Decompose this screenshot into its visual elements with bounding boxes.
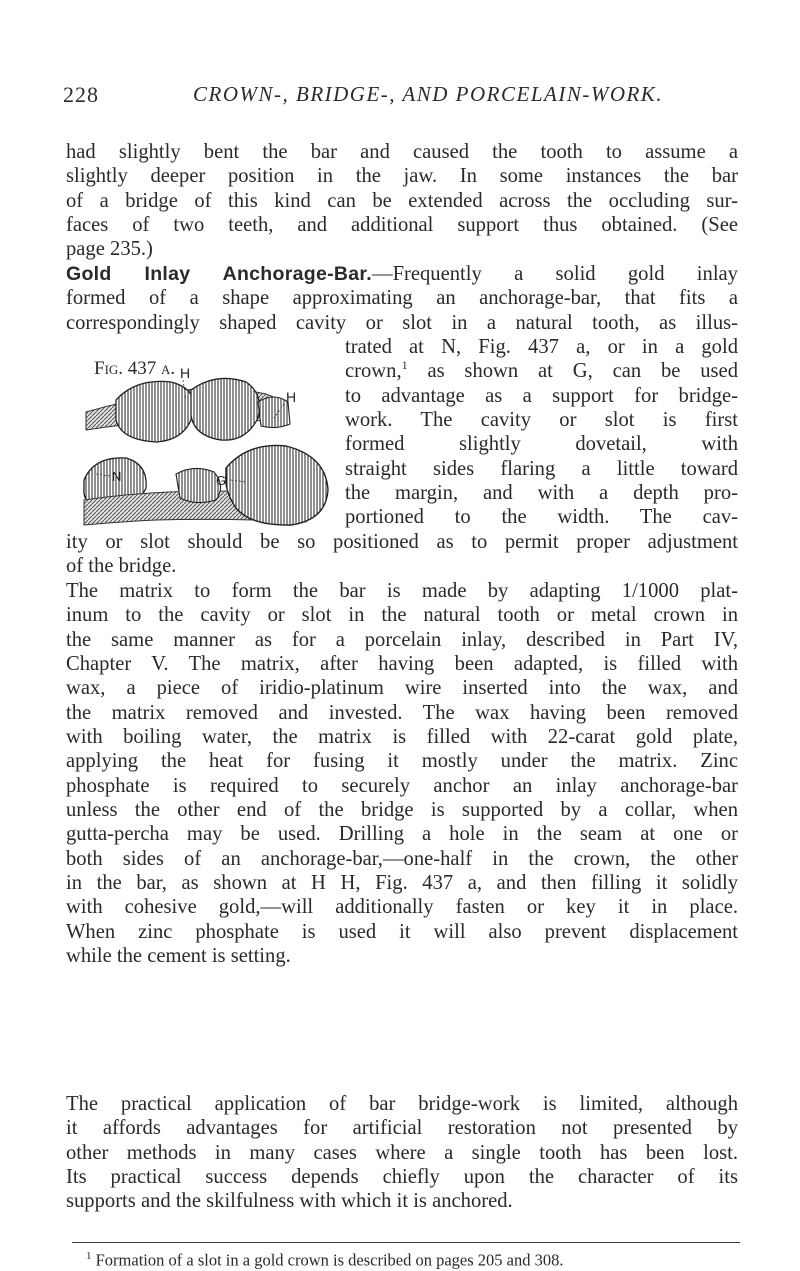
text-line: unless the other end of the bridge is supported by a collar, when: [66, 799, 738, 822]
paragraph-2-wrapped: [345, 335, 738, 530]
footnote-ref: 1: [401, 358, 408, 373]
paragraph-4: [66, 1092, 738, 1214]
text-line: of a bridge of this kind can be extended across the occluding sur-: [66, 189, 738, 212]
text-line: other methods in many cases where a single tooth has been lost.: [66, 1141, 738, 1164]
label-g: G: [216, 473, 227, 488]
text-line: inum to the cavity or slot in the natural tooth or metal crown in: [66, 604, 738, 627]
text-line: both sides of an anchorage-bar,—one-half in the crown, the other: [66, 847, 738, 870]
text-line: of the bridge.: [66, 555, 177, 578]
text-line: with cohesive gold,—will additionally fasten or key it in place.: [66, 896, 738, 919]
paragraph-2-top: [66, 262, 738, 335]
text-line: slightly deeper position in the jaw. In some instances the bar: [66, 165, 738, 188]
text-line: had slightly bent the bar and caused the tooth to assume a: [66, 141, 738, 163]
label-h-right: H: [286, 389, 297, 405]
paragraph-2-bottom: [66, 530, 738, 579]
text-line: correspondingly shaped cavity or slot in a natural tooth, as illus-: [66, 311, 738, 334]
text-line: trated at N, Fig. 437 a, or in a gold: [345, 336, 738, 358]
paragraph-1: [66, 140, 738, 262]
text-line: it affords advantages for artificial restoration not presented by: [66, 1117, 738, 1140]
text-line: faces of two teeth, and additional support thus obtained. (See: [66, 214, 738, 237]
text-line: with boiling water, the matrix is filled with 22-carat gold plate,: [66, 726, 738, 749]
footnote: [86, 1250, 564, 1271]
text-line: in the bar, as shown at H H, Fig. 437 a, and then filling it solidly: [66, 872, 738, 895]
text-line: ity or slot should be so positioned as to permit proper adjustment: [66, 531, 738, 553]
running-head: CROWN-, BRIDGE-, AND PORCELAIN-WORK.: [193, 82, 664, 106]
figure-caption: Fig. 437 a.: [94, 358, 176, 379]
text-line: crown,$^1$ as shown at G, can be used: [345, 358, 738, 383]
text-line: straight sides flaring a little toward: [345, 457, 738, 480]
text-line: while the cement is setting.: [66, 945, 291, 968]
text-line: work. The cavity or slot is first: [345, 409, 738, 432]
text-line: The matrix to form the bar is made by adapting 1/1000 plat-: [66, 580, 738, 602]
paragraph-3: [66, 579, 738, 969]
text-line: applying the heat for fusing it mostly under the matrix. Zinc: [66, 750, 738, 773]
label-n: N: [112, 469, 122, 484]
label-h-top: H: [180, 365, 191, 381]
text-line: the margin, and with a depth pro-: [345, 482, 738, 505]
page-header: [63, 82, 753, 112]
text-line: page 235.): [66, 238, 153, 261]
text-line: wax, a piece of iridio-platinum wire inserted into the wax, and: [66, 677, 738, 700]
text-line: phosphate is required to securely anchor an inlay anchorage-bar: [66, 774, 738, 797]
footnote-mark: 1: [86, 1250, 92, 1262]
footnote-rule: [72, 1242, 740, 1243]
text-line: Its practical success depends chiefly upon the character of its: [66, 1166, 738, 1189]
footnote-text: Formation of a slot in a gold crown is described on pages 205 and 308.: [95, 1250, 564, 1270]
page-number: 228: [63, 82, 99, 107]
text-line: Chapter V. The matrix, after having been adapted, is filled with: [66, 653, 738, 676]
text-line: formed of a shape approximating an anchorage-bar, that fits a: [66, 287, 738, 310]
text-line: gutta-percha may be used. Drilling a hole in the seam at one or: [66, 823, 738, 846]
text-line: the matrix removed and invested. The wax having been removed: [66, 701, 738, 724]
section-heading: Gold Inlay Anchorage-Bar.: [66, 263, 372, 285]
text-line: The practical application of bar bridge-work is limited, although: [66, 1093, 738, 1115]
text-line: When zinc phosphate is used it will also prevent displacement: [66, 920, 738, 943]
teeth-illustration: [76, 360, 346, 530]
text-line: supports and the skilfulness with which it is anchored.: [66, 1190, 513, 1213]
text-line: formed slightly dovetail, with: [345, 433, 738, 456]
text-line: the same manner as for a porcelain inlay, described in Part IV,: [66, 628, 738, 651]
text-line: to advantage as a support for bridge-: [345, 384, 738, 407]
text-line: Gold Inlay Anchorage-Bar.—Frequently a solid gold inlay: [66, 263, 738, 285]
figure-437a: [76, 360, 346, 530]
text-line: portioned to the width. The cav-: [345, 506, 738, 529]
